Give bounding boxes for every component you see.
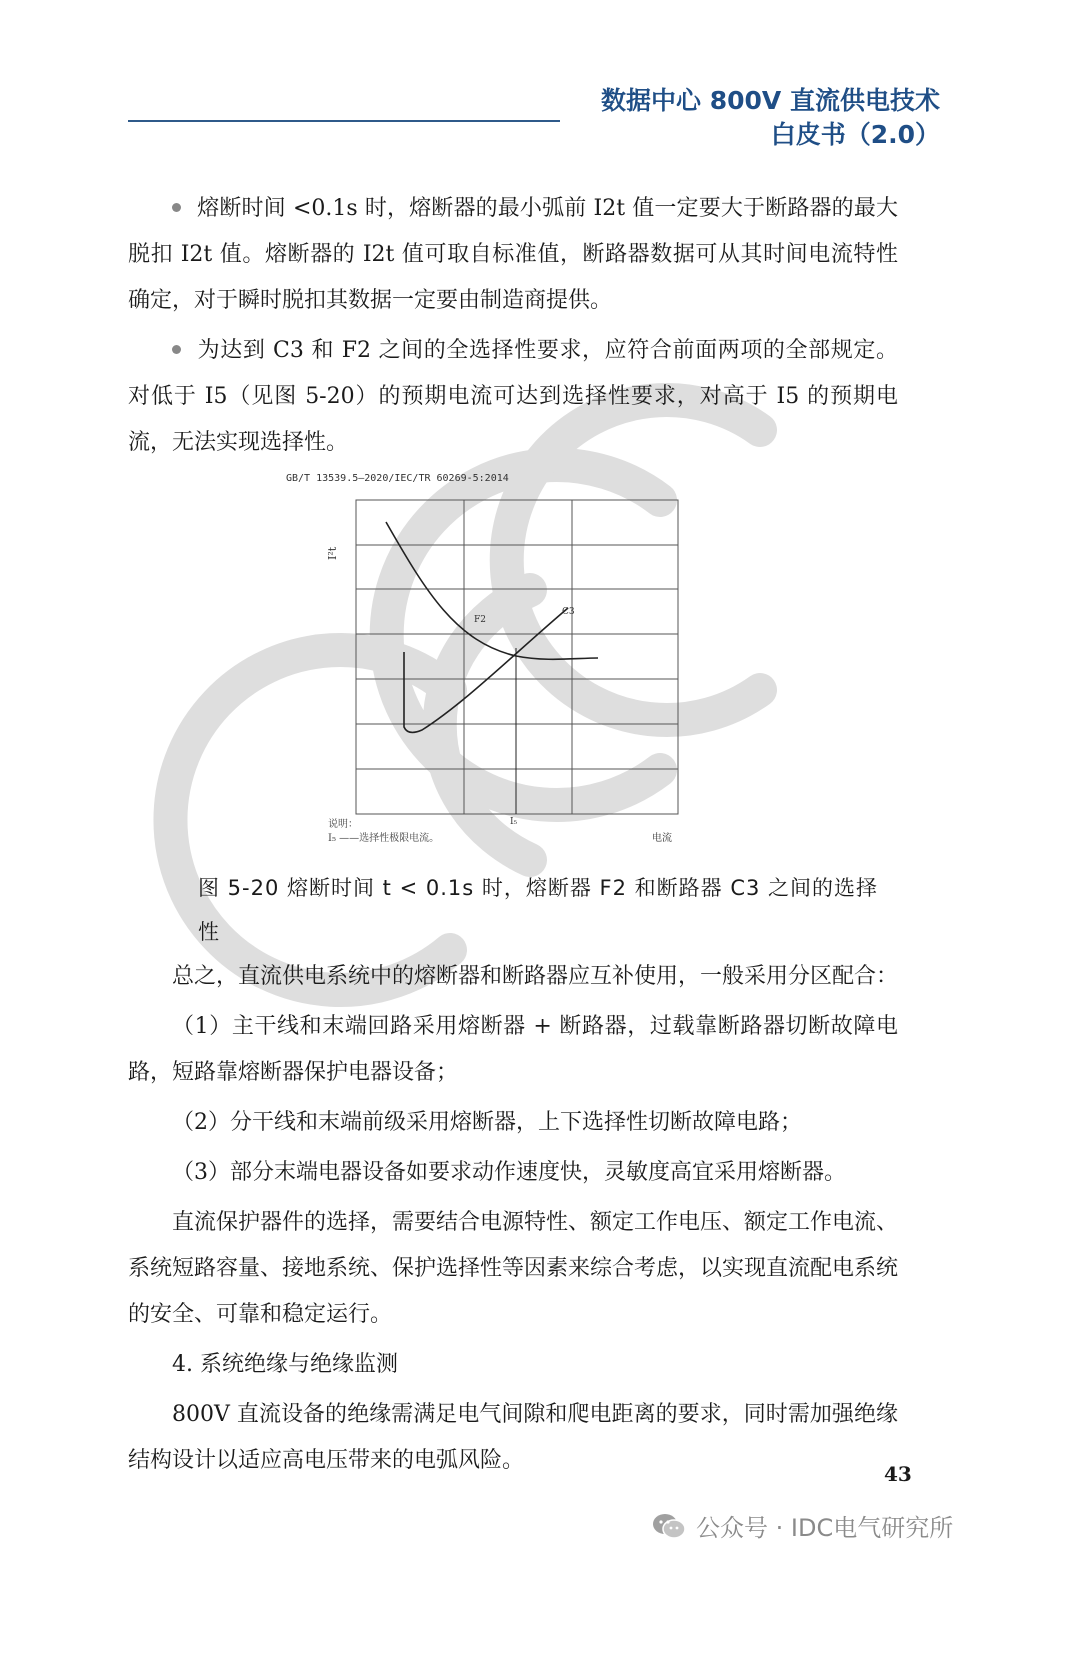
c3-curve bbox=[404, 608, 568, 732]
insulation-paragraph: 800V 直流设备的绝缘需满足电气间隙和爬电距离的要求，同时需加强绝缘结构设计以适应高电压带来的电弧风险。 bbox=[128, 1402, 898, 1473]
footer-source-text: 公众号 · IDC电气研究所 bbox=[696, 1514, 954, 1542]
header-title-line2: 白皮书（2.0） bbox=[770, 120, 940, 149]
list-item-2: （2）分干线和末端前级采用熔断器，上下选择性切断故障电路； bbox=[172, 1110, 802, 1135]
bullet-dot-icon bbox=[172, 203, 181, 212]
document-header bbox=[601, 84, 940, 152]
footer-source bbox=[652, 1508, 953, 1543]
page-body bbox=[128, 186, 898, 1488]
i5-label: I₅ bbox=[510, 817, 518, 827]
figure-legend bbox=[328, 818, 439, 846]
wechat-icon bbox=[652, 1512, 686, 1540]
figure-5-20 bbox=[286, 472, 686, 852]
figure-standard-ref: GB/T 13539.5—2020/IEC/TR 60269-5:2014 bbox=[286, 473, 509, 484]
header-rule bbox=[128, 120, 560, 122]
bullet-dot-icon bbox=[172, 345, 181, 354]
protection-paragraph: 直流保护器件的选择，需要结合电源特性、额定工作电压、额定工作电流、系统短路容量、接地系统、保护选择性等因素来综合考虑，以实现直流配电系统的安全、可靠和稳定运行。 bbox=[128, 1210, 899, 1327]
f2-label: F2 bbox=[474, 615, 486, 625]
header-title-line1: 数据中心 800V 直流供电技术 bbox=[601, 86, 940, 115]
f2-curve bbox=[386, 522, 598, 659]
y-axis-label: I²t bbox=[326, 546, 339, 560]
list-item-3: （3）部分末端电器设备如要求动作速度快，灵敏度高宜采用熔断器。 bbox=[172, 1160, 846, 1185]
legend-title: 说明： bbox=[328, 819, 358, 830]
section-heading: 4. 系统绝缘与绝缘监测 bbox=[172, 1352, 398, 1377]
list-item-1: （1）主干线和末端回路采用熔断器 + 断路器，过载靠断路器切断故障电路，短路靠熔断器保护电器设备； bbox=[128, 1014, 898, 1085]
bullet-paragraph-1: 熔断时间 <0.1s 时，熔断器的最小弧前 I2t 值一定要大于断路器的最大脱扣 I2t 值。熔断器的 I2t 值可取自标准值，断路器数据可从其时间电流特性确定，对于瞬时脱扣其数据一定要由制造商提供。 bbox=[128, 196, 898, 313]
x-axis-label: 电流 bbox=[652, 833, 672, 844]
bullet-paragraph-2: 为达到 C3 和 F2 之间的全选择性要求，应符合前面两项的全部规定。对低于 I5（见图 5-20）的预期电流可达到选择性要求，对高于 I5 的预期电流，无法实现选择性。 bbox=[128, 338, 898, 455]
figure-caption: 图 5-20 熔断时间 t < 0.1s 时，熔断器 F2 和断路器 C3 之间的选择性 bbox=[198, 876, 879, 944]
legend-item: I₅ ——选择性极限电流。 bbox=[328, 833, 440, 844]
summary-paragraph: 总之，直流供电系统中的熔断器和断路器应互补使用，一般采用分区配合： bbox=[172, 964, 899, 989]
page-number: 43 bbox=[884, 1462, 912, 1486]
c3-label: C3 bbox=[562, 607, 575, 617]
